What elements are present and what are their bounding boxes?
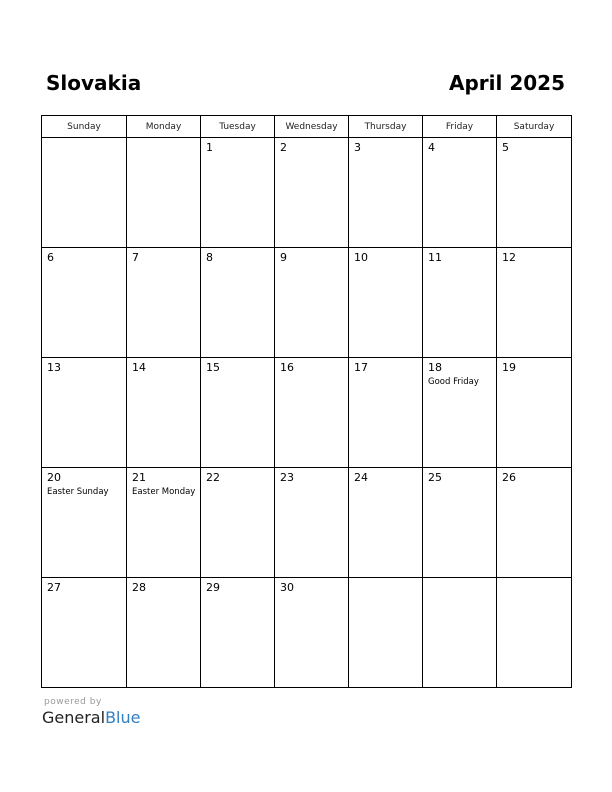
day-number: 20 — [47, 471, 61, 484]
day-cell — [42, 358, 127, 468]
day-cell — [423, 468, 497, 578]
day-cell — [275, 468, 349, 578]
week-row — [42, 358, 572, 468]
day-cell — [42, 138, 127, 248]
day-number: 19 — [502, 361, 516, 374]
day-number: 22 — [206, 471, 220, 484]
day-number: 23 — [280, 471, 294, 484]
day-cell — [275, 138, 349, 248]
holiday-label: Easter Sunday — [47, 487, 109, 497]
day-number: 5 — [502, 141, 509, 154]
day-cell — [349, 358, 423, 468]
day-number: 27 — [47, 581, 61, 594]
brand-general: General — [42, 708, 106, 727]
day-cell — [127, 138, 201, 248]
holiday-label: Easter Monday — [132, 487, 196, 497]
day-number: 4 — [428, 141, 435, 154]
weekday-header: Thursday — [349, 116, 423, 138]
day-number: 29 — [206, 581, 220, 594]
day-number: 15 — [206, 361, 220, 374]
weekday-header: Wednesday — [275, 116, 349, 138]
day-number: 30 — [280, 581, 294, 594]
day-number: 17 — [354, 361, 368, 374]
week-row — [42, 468, 572, 578]
brand-name — [42, 708, 140, 727]
day-cell — [497, 248, 572, 358]
day-cell — [127, 468, 201, 578]
day-cell — [127, 578, 201, 688]
day-cell — [201, 578, 275, 688]
day-number: 25 — [428, 471, 442, 484]
day-cell — [201, 138, 275, 248]
day-cell — [497, 468, 572, 578]
day-cell — [423, 248, 497, 358]
day-number: 9 — [280, 251, 287, 264]
day-cell — [497, 138, 572, 248]
day-number: 12 — [502, 251, 516, 264]
day-cell — [497, 578, 572, 688]
day-cell — [275, 358, 349, 468]
day-cell — [423, 138, 497, 248]
day-number: 24 — [354, 471, 368, 484]
day-cell — [42, 578, 127, 688]
day-number: 16 — [280, 361, 294, 374]
day-cell — [349, 138, 423, 248]
day-cell — [201, 468, 275, 578]
week-row — [42, 578, 572, 688]
day-cell — [423, 578, 497, 688]
week-row — [42, 248, 572, 358]
day-cell — [349, 468, 423, 578]
day-number: 6 — [47, 251, 54, 264]
day-number: 21 — [132, 471, 146, 484]
day-cell — [42, 248, 127, 358]
day-number: 26 — [502, 471, 516, 484]
country-title: Slovakia — [46, 71, 142, 95]
weekday-header-row — [42, 116, 572, 138]
day-cell — [201, 358, 275, 468]
day-cell — [275, 578, 349, 688]
weekday-header: Sunday — [42, 116, 127, 138]
day-number: 1 — [206, 141, 213, 154]
day-cell — [349, 248, 423, 358]
week-row — [42, 138, 572, 248]
day-cell — [349, 578, 423, 688]
day-number: 2 — [280, 141, 287, 154]
day-cell — [275, 248, 349, 358]
generalblue-logo — [42, 697, 140, 727]
day-number: 28 — [132, 581, 146, 594]
day-cell — [42, 468, 127, 578]
day-cell — [497, 358, 572, 468]
day-number: 14 — [132, 361, 146, 374]
calendar-grid — [41, 115, 572, 688]
day-number: 10 — [354, 251, 368, 264]
day-cell — [127, 358, 201, 468]
weekday-header: Tuesday — [201, 116, 275, 138]
month-title: April 2025 — [449, 71, 565, 95]
day-number: 13 — [47, 361, 61, 374]
day-cell — [423, 358, 497, 468]
day-number: 8 — [206, 251, 213, 264]
weekday-header: Friday — [423, 116, 497, 138]
weekday-header: Saturday — [497, 116, 572, 138]
day-cell — [127, 248, 201, 358]
brand-blue: Blue — [105, 708, 141, 727]
day-cell — [201, 248, 275, 358]
holiday-label: Good Friday — [428, 377, 479, 387]
day-number: 18 — [428, 361, 442, 374]
powered-by-text: powered by — [44, 697, 102, 707]
day-number: 7 — [132, 251, 139, 264]
day-number: 11 — [428, 251, 442, 264]
weekday-header: Monday — [127, 116, 201, 138]
day-number: 3 — [354, 141, 361, 154]
